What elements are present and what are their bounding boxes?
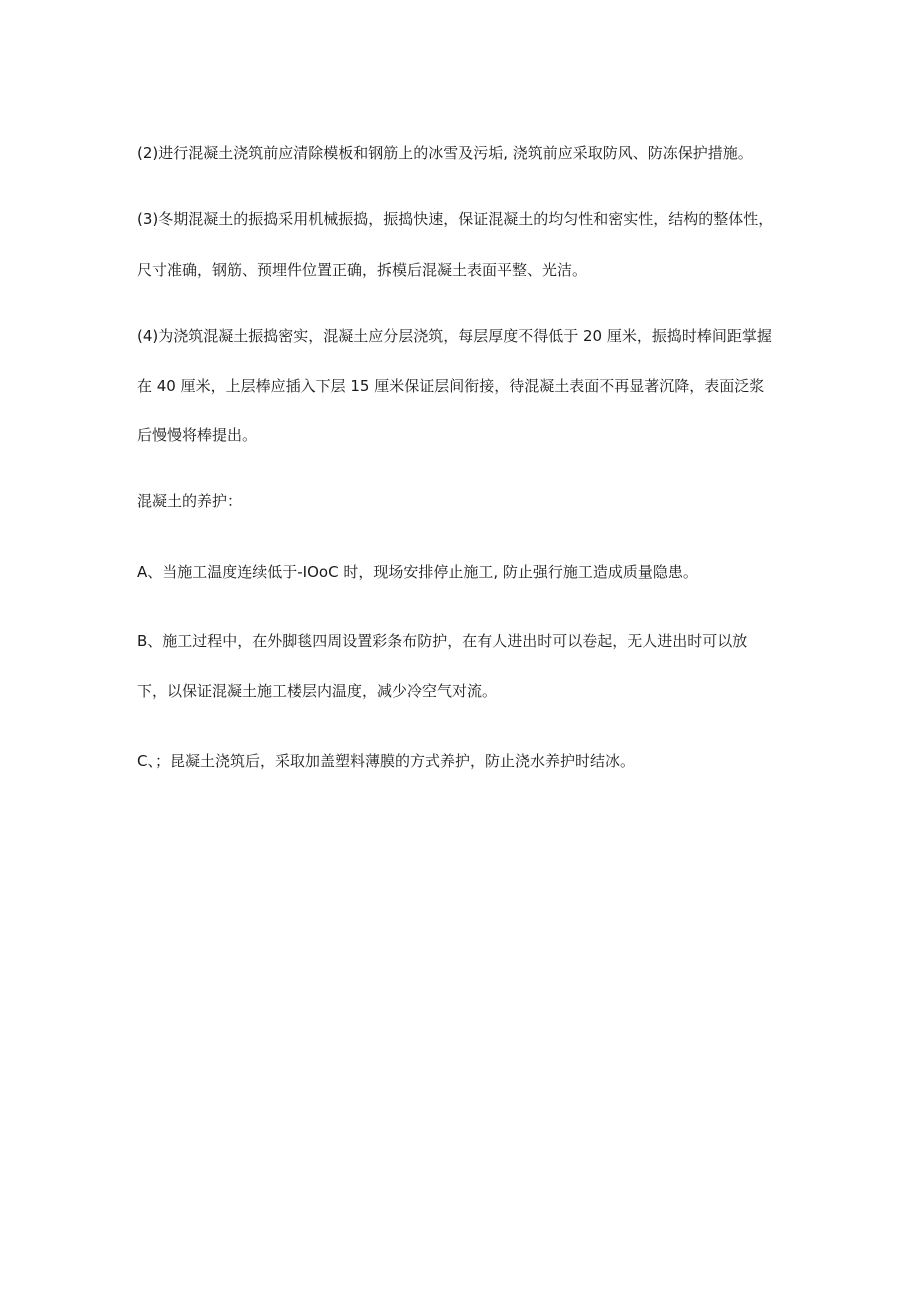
paragraph-3-line-1: (3)冬期混凝土的振捣采用机械振捣，振捣快速，保证混凝土的均匀性和密实性，结构的整体性， (137, 210, 774, 228)
paragraph-4-line-1: (4)为浇筑混凝土振捣密实，混凝土应分层浇筑，每层厚度不得低于 20 厘米，振捣时棒间距掌握 (137, 327, 772, 345)
paragraph-4-line-3: 后慢慢将棒提出。 (137, 426, 258, 444)
paragraph-b-line-1: B、施工过程中，在外脚毯四周设置彩条布防护，在有人进出时可以卷起，无人进出时可以放 (137, 632, 748, 650)
section-heading-curing: 混凝土的养护： (137, 492, 243, 510)
paragraph-3-line-2: 尺寸准确，钢筋、预埋件位置正确，拆模后混凝土表面平整、光洁。 (137, 261, 588, 279)
paragraph-b-line-2: 下，以保证混凝土施工楼层内温度，减少冷空气对流。 (137, 682, 498, 700)
paragraph-2-line-1: (2)进行混凝土浇筑前应清除模板和钢筋上的冰雪及污垢, 浇筑前应采取防风、防冻保护措施。 (137, 144, 753, 162)
paragraph-c-line-1: C、；昆凝土浇筑后，采取加盖塑料薄膜的方式养护，防止浇水养护时结冰。 (137, 752, 635, 770)
paragraph-4-line-2: 在 40 厘米，上层棒应插入下层 15 厘米保证层间衔接，待混凝土表面不再显著沉降，表面泛浆 (137, 377, 765, 395)
paragraph-a-line-1: A、当施工温度连续低于-IOoC 时，现场安排停止施工, 防止强行施工造成质量隐患。 (137, 563, 698, 581)
